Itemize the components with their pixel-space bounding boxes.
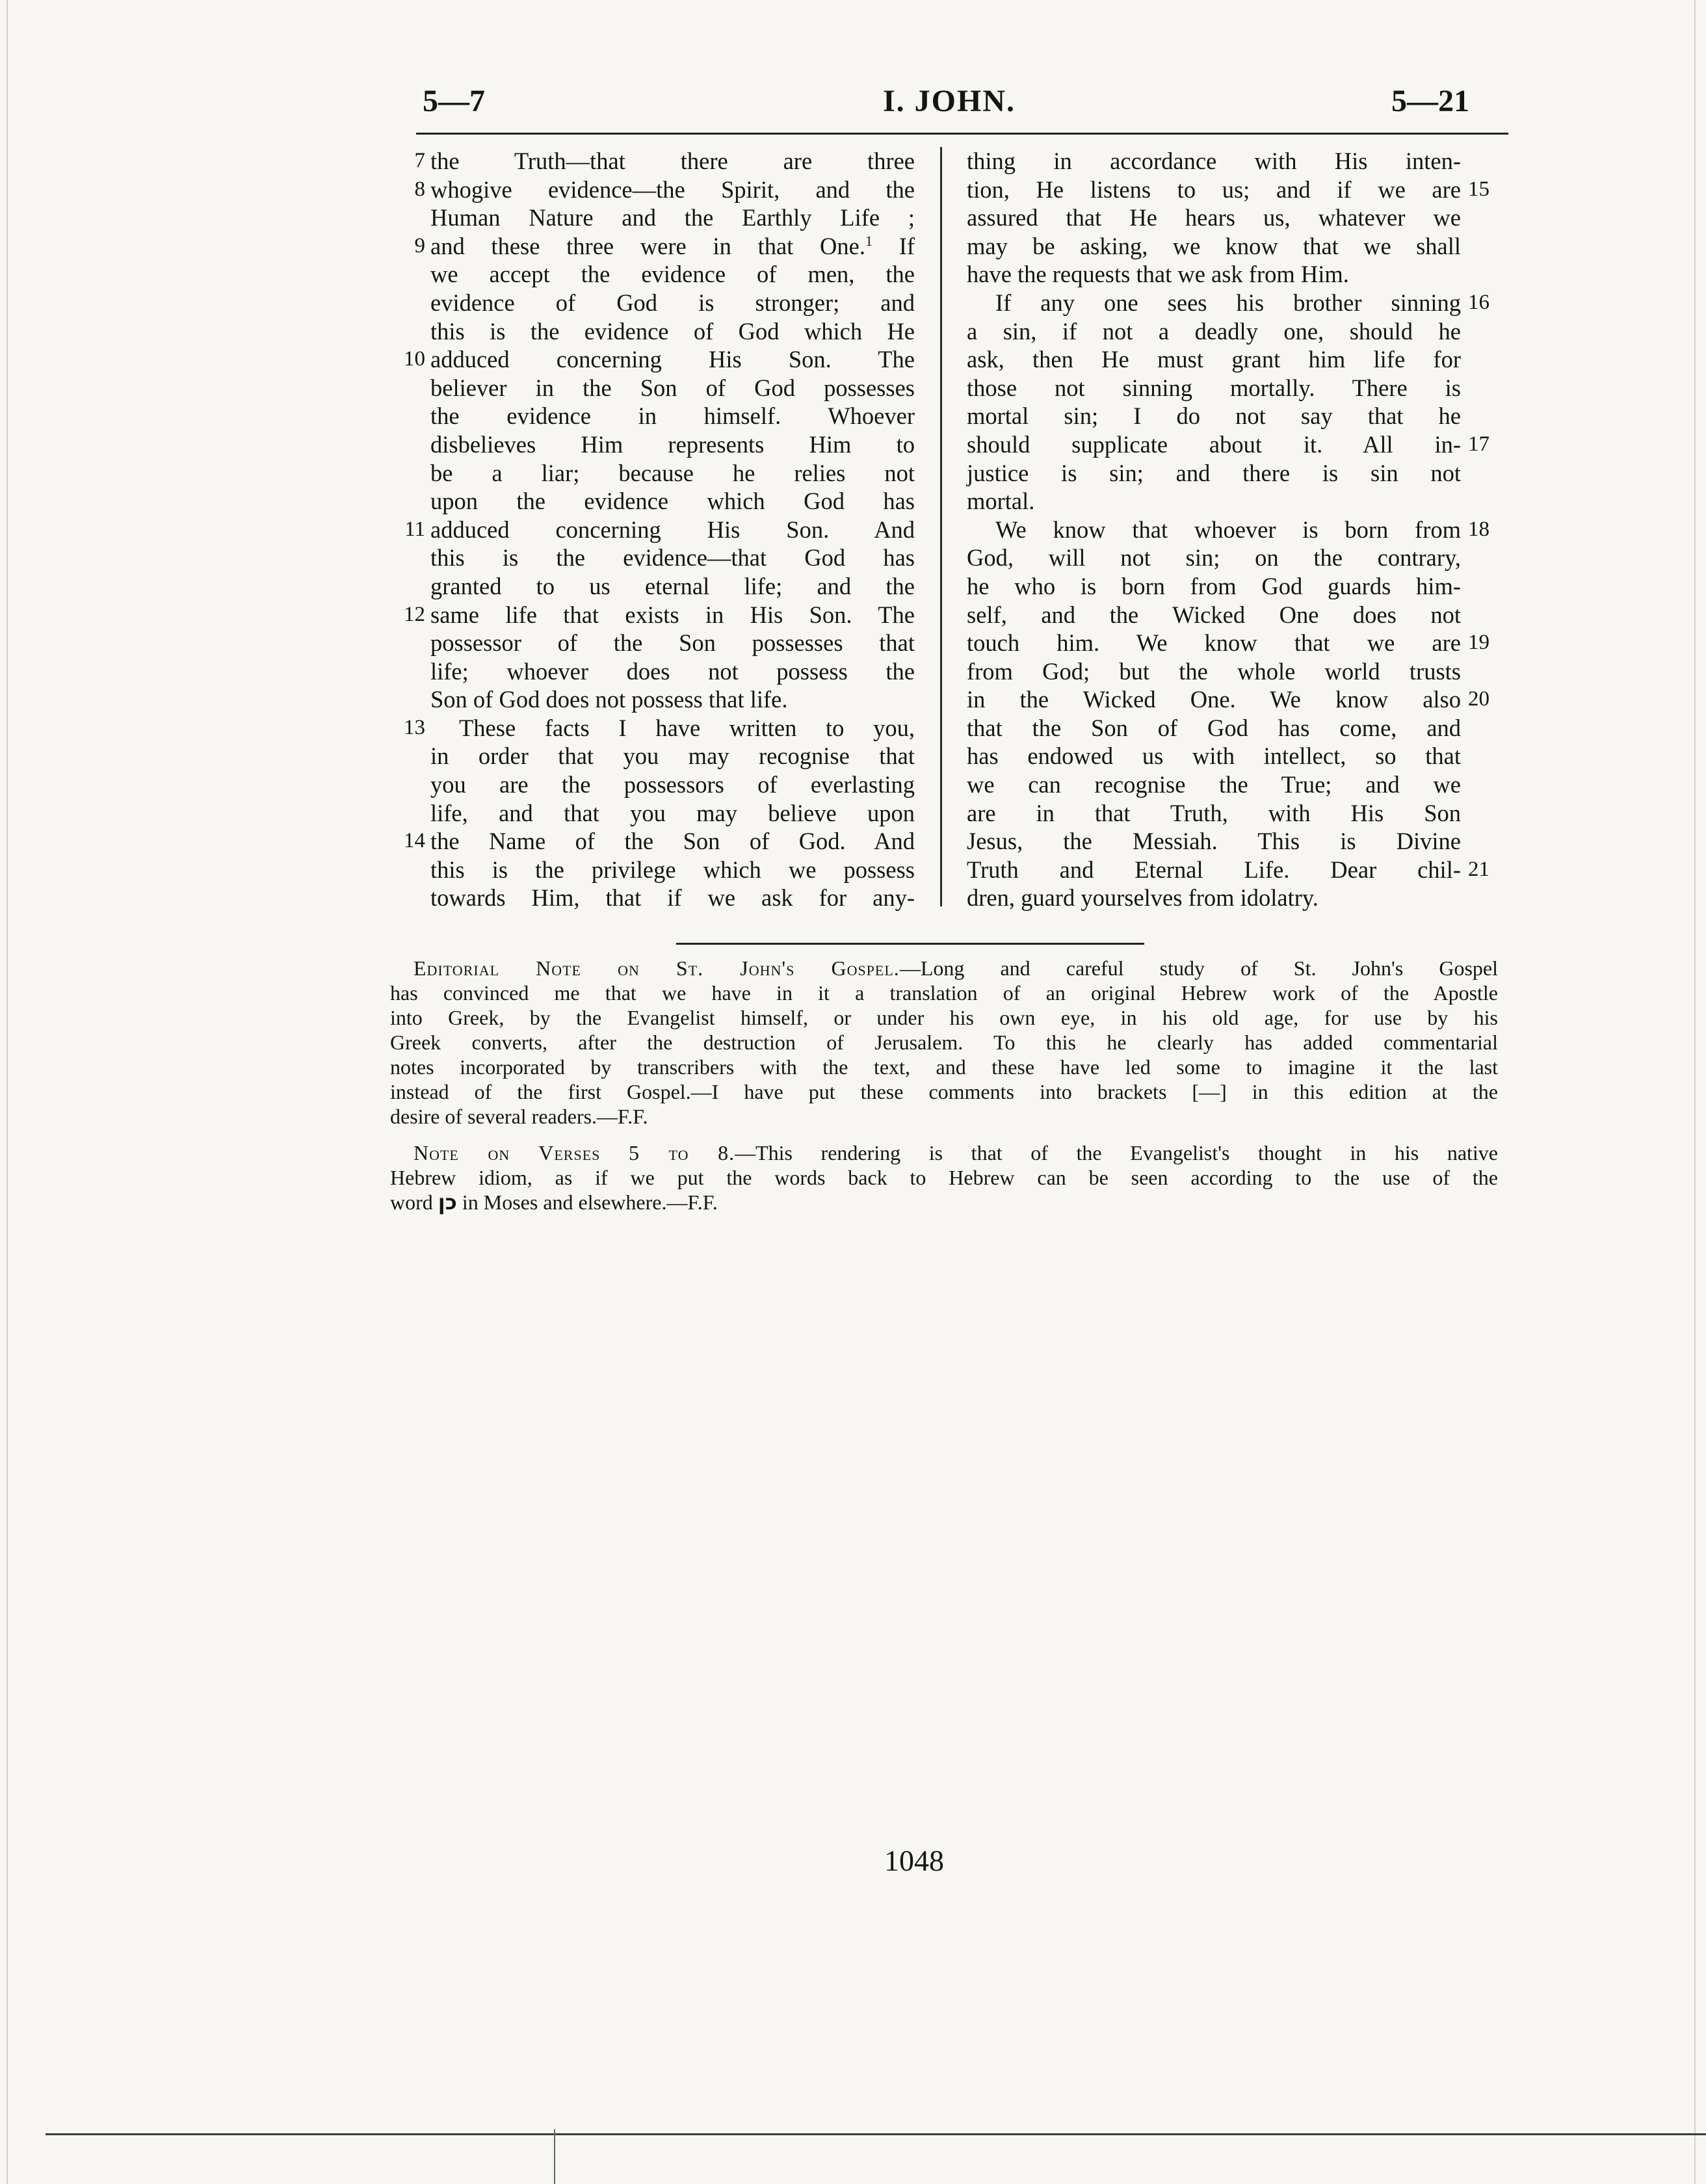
text-line: assured that He hears us, whatever we [967, 204, 1461, 231]
text-line: are in that Truth, with His Son [967, 799, 1461, 826]
text-line: mortal. [967, 488, 1035, 515]
text-line: this is the evidence—that God has [430, 544, 915, 572]
verse-number: 14 [404, 829, 425, 853]
page-number: 1048 [884, 1844, 944, 1877]
text-line: ask, then He must grant him life for [967, 346, 1461, 373]
text-line: evidence of God is stronger; and [430, 289, 915, 316]
verse-number: 19 [1468, 631, 1489, 655]
note-line-text: word [390, 1191, 433, 1214]
text-line: the Truth—that there are three [430, 148, 915, 174]
text-line [430, 232, 915, 261]
verse-number: 20 [1468, 687, 1489, 711]
verse-number: 21 [1468, 858, 1489, 881]
text-line: same life that exists in His Son. The [430, 601, 915, 628]
text-line: the Name of the Son of God. And [430, 828, 915, 855]
text-line: whogive evidence—the Spirit, and the [430, 176, 915, 203]
header-right-reference: 5—21 [1391, 84, 1469, 118]
note-line: desire of several readers.—F.F. [390, 1105, 648, 1128]
text-line: adduced concerning His Son. And [430, 516, 915, 543]
text-line: he who is born from God guards him- [967, 572, 1461, 599]
text-line: self, and the Wicked One does not [967, 601, 1461, 628]
text-line: a sin, if not a deadly one, should he [967, 317, 1461, 345]
editorial-note-heading: Editorial Note on St. John's Gospel. [413, 956, 900, 980]
text-line: disbelieves Him represents Him to [430, 430, 915, 458]
text-line: upon the evidence which God has [430, 488, 915, 515]
page-edge-right [1694, 0, 1696, 2184]
text-line: we can recognise the True; and we [967, 771, 1461, 798]
text-line: These facts I have written to you, [459, 714, 915, 741]
text-line: mortal sin; I do not say that he [967, 402, 1461, 430]
note-line [390, 1140, 1498, 1165]
text-line-main: and these three were in that One. [430, 232, 865, 259]
verses-note-heading: Note on Verses [413, 1141, 601, 1164]
header-left-reference: 5—7 [423, 84, 485, 118]
notes-separator-rule [676, 943, 1144, 945]
column-divider [940, 147, 942, 906]
footnote-marker: 1 [865, 232, 873, 249]
text-line: has endowed us with intellect, so that [967, 743, 1461, 770]
text-line: God, will not sin; on the contrary, [967, 544, 1461, 572]
verse-number: 18 [1468, 517, 1489, 541]
text-line: have the requests that we ask from Him. [967, 261, 1349, 288]
left-column [430, 147, 915, 912]
text-columns [390, 147, 1521, 927]
note-line-text: in Moses and elsewhere.—F.F. [462, 1191, 718, 1214]
text-line: in the Wicked One. We know also [967, 686, 1461, 713]
note-line [390, 956, 1498, 980]
note-line: Hebrew idiom, as if we put the words back to Hebrew can be seen according to the use of the [390, 1166, 1498, 1189]
text-line: the evidence in himself. Whoever [430, 402, 915, 430]
note-line: notes incorporated by transcribers with the text, and these have led some to imagine it the last [390, 1055, 1498, 1079]
text-line: granted to us eternal life; and the [430, 572, 915, 599]
text-line: dren, guard yourselves from idolatry. [967, 884, 1319, 912]
note-line [390, 1190, 1498, 1215]
note-line: into Greek, by the Evangelist himself, or under his own eye, in his old age, for use by his [390, 1006, 1498, 1029]
text-line: believer in the Son of God possesses [430, 374, 915, 401]
text-line: you are the possessors of everlasting [430, 771, 915, 798]
verse-number: 15 [1468, 177, 1489, 201]
note-line-text: —This rendering is that of the Evangelist's thought in his native [735, 1141, 1499, 1164]
text-line: may be asking, we know that we shall [967, 232, 1461, 259]
hebrew-word: כן [438, 1190, 457, 1215]
text-line: adduced concerning His Son. The [430, 346, 915, 373]
right-column [967, 147, 1461, 912]
text-line: this is the privilege which we possess [430, 856, 915, 883]
text-line: Son of God does not possess that life. [430, 686, 788, 713]
text-line: thing in accordance with His inten- [967, 148, 1461, 174]
text-line: be a liar; because he relies not [430, 459, 915, 486]
text-line: should supplicate about it. All in- [967, 430, 1461, 458]
verse-number: 8 [414, 177, 425, 201]
verse-number: 7 [414, 149, 425, 172]
note-line: instead of the first Gospel.—I have put these comments into brackets [—] in this edition at the [390, 1080, 1498, 1103]
text-line: Human Nature and the Earthly Life ; [430, 204, 915, 231]
running-header [416, 83, 1482, 129]
note-line-text: —Long and careful study of St. John's Gospel [899, 956, 1499, 980]
verse-number: 10 [404, 347, 425, 371]
text-line: in order that you may recognise that [430, 743, 915, 770]
text-line: possessor of the Son possesses that [430, 629, 915, 657]
bottom-edge-mark [554, 2129, 555, 2184]
header-book-title: I. JOHN. [882, 84, 1016, 118]
bottom-page-edge [46, 2133, 1706, 2135]
text-line: we accept the evidence of men, the [430, 261, 915, 288]
verse-number: 16 [1468, 291, 1489, 314]
text-line-tail: If [899, 232, 915, 259]
text-line: life; whoever does not possess the [430, 657, 915, 685]
text-line: We know that whoever is born from [995, 516, 1461, 543]
verse-number: 9 [414, 233, 425, 257]
verse-number: 13 [404, 716, 425, 739]
text-line: those not sinning mortally. There is [967, 374, 1461, 401]
footnotes [390, 956, 1498, 1226]
text-line: touch him. We know that we are [967, 629, 1461, 657]
verses-note-range: 5 to 8. [628, 1141, 735, 1164]
note-line: has convinced me that we have in it a translation of an original Hebrew work of the Apostle [390, 981, 1498, 1005]
text-line: that the Son of God has come, and [967, 714, 1461, 741]
verse-number: 12 [404, 602, 425, 626]
text-line: towards Him, that if we ask for any- [430, 884, 915, 912]
text-line: If any one sees his brother sinning [995, 289, 1461, 316]
text-line: Truth and Eternal Life. Dear chil- [967, 856, 1461, 883]
page-edge-left [7, 0, 8, 2184]
note-line: Greek converts, after the destruction of Jerusalem. To this he clearly has added commentarial [390, 1031, 1498, 1054]
text-line: justice is sin; and there is sin not [967, 459, 1461, 486]
editorial-note [390, 956, 1498, 1129]
text-line: life, and that you may believe upon [430, 799, 915, 826]
text-line: this is the evidence of God which He [430, 317, 915, 345]
verse-number: 11 [404, 517, 425, 541]
verse-number: 17 [1468, 432, 1489, 456]
text-line: from God; but the whole world trusts [967, 657, 1461, 685]
verses-note [390, 1140, 1498, 1215]
header-rule [416, 133, 1508, 135]
text-line: Jesus, the Messiah. This is Divine [967, 828, 1461, 855]
text-line: tion, He listens to us; and if we are [967, 176, 1461, 203]
